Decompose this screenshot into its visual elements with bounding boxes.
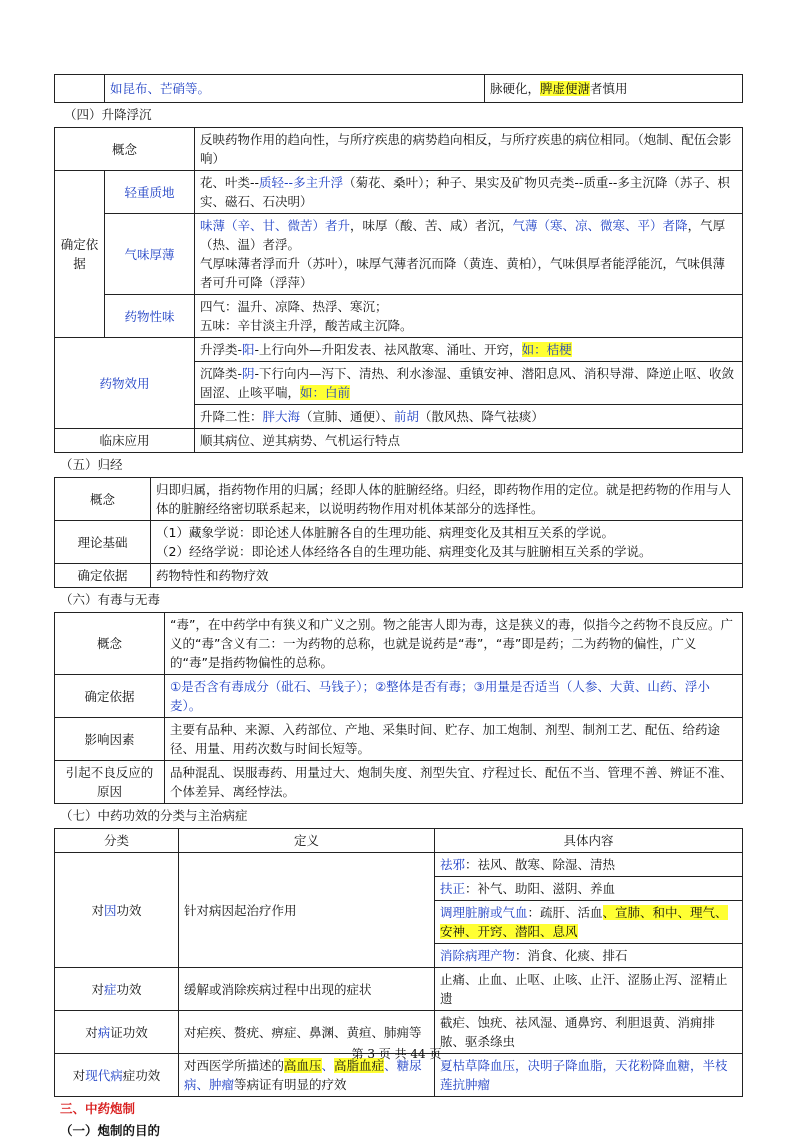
table-row: 确定依据 药物特性和药物疗效 <box>55 564 743 588</box>
table-row: 消除病理产物：消食、化痰、排石 <box>55 944 743 968</box>
section-heading: （一）炮制的目的 <box>60 1123 161 1138</box>
page-footer: 第 3 页 共 44 页 <box>351 1047 442 1061</box>
table-row: 概念 “毒”，在中药学中有狭义和广义之别。物之能害人即为毒，这是狭义的毒，似指今之药物不良反应。广义的“毒”含义有二：一为药物的总称，也就是说药是“毒”，“毒”即是药；二为药物的偏性，广义的“毒”是指药物偏性的总称。 <box>55 613 743 675</box>
table-row: 确定依据 ①是否含有毒成分（砒石、马钱子）；②整体是否有毒；③用量是否适当（人参、大黄、山药、浮小麦）。 <box>55 675 743 718</box>
table-cell: 脉硬化，脾虚便溏者慎用 <box>485 75 743 103</box>
section-heading: （七）中药功效的分类与主治病症 <box>60 808 248 823</box>
toxicity-table <box>54 612 743 804</box>
continuation-table <box>54 74 743 103</box>
table-row: 药物性味 四气：温升、凉降、热浮、寒沉； 五味：辛甘淡主升浮，酸苦咸主沉降。 <box>55 295 743 338</box>
table-row <box>55 75 743 103</box>
table-row: 概念 归即归属，指药物作用的归属；经即人体的脏腑经络。归经，即药物作用的定位。就是把药物的作用与人体的脏腑经络密切联系起来，以说明药物作用对机体某部分的选择性。 <box>55 478 743 521</box>
table-row: 沉降类-阴-下行向内—泻下、清热、利水渗湿、重镇安神、潜阳息风、消积导滞、降逆止呕、收敛固涩、止咳平喘，如：白前 <box>55 362 743 405</box>
table-row: 气味厚薄 味薄（辛、甘、微苦）者升，味厚（酸、苦、咸）者沉，气薄（寒、凉、微寒、平）者降，气厚（热、温）者浮。 气厚味薄者浮而升（苏叶），味厚气薄者沉而降（黄连、黄柏），气味俱厚者能浮能沉，气味俱薄者可升可降（浮萍） <box>55 214 743 295</box>
lift-descend-table <box>54 127 743 453</box>
table-row: 概念 反映药物作用的趋向性，与所疗疾患的病势趋向相反，与所疗疾患的病位相同。（炮制、配伍会影响） <box>55 128 743 171</box>
table-row: 理论基础 （1）藏象学说：即论述人体脏腑各自的生理功能、病理变化及其相互关系的学说。 （2）经络学说：即论述人体经络各自的生理功能、病理变化及其与脏腑相互关系的学说。 <box>55 521 743 564</box>
table-cell: 如昆布、芒硝等。 <box>105 75 485 103</box>
section-heading: （四）升降浮沉 <box>64 107 152 122</box>
table-row: 扶正：补气、助阳、滋阴、养血 <box>55 877 743 901</box>
table-row: 对病证功效 对疟疾、赘疣、痹症、鼻渊、黄疸、肺痈等 截疟、蚀疣、祛风湿、通鼻窍、利胆退黄、消痈排脓、驱杀绦虫 <box>55 1011 743 1054</box>
chapter-heading: 三、中药炮制 <box>60 1101 136 1116</box>
section-heading: （六）有毒与无毒 <box>60 592 161 607</box>
table-row: 调理脏腑或气血：疏肝、活血、宣肺、和中、理气、安神、开窍、潜阳、息风 <box>55 901 743 944</box>
table-row: 升降二性：胖大海（宣肺、通便）、前胡（散风热、降气祛痰） <box>55 405 743 429</box>
document-page <box>54 74 743 1143</box>
section-heading: （五）归经 <box>60 457 123 472</box>
table-row: 对因功效 针对病因起治疗作用 祛邪：祛风、散寒、除湿、清热 <box>55 853 743 877</box>
table-row: 影响因素 主要有品种、来源、入药部位、产地、采集时间、贮存、加工炮制、剂型、制剂工艺、配伍、给药途径、用量、用药次数与时间长短等。 <box>55 718 743 761</box>
table-row: 药物效用 升浮类-阳-上行向外—升阳发表、祛风散寒、涌吐、开窍，如：桔梗 <box>55 338 743 362</box>
table-row: 对现代病症功效 对西医学所描述的高血压、高脂血症、糖尿病、肿瘤等病证有明显的疗效 夏枯草降血压，决明子降血脂，天花粉降血糖，半枝莲抗肿瘤 <box>55 1054 743 1097</box>
table-header-row: 分类 定义 具体内容 <box>55 829 743 853</box>
table-row: 确定依据 轻重质地 花、叶类--质轻--多主升浮（菊花、桑叶）；种子、果实及矿物贝壳类--质重--多主沉降（苏子、枳实、磁石、石决明） <box>55 171 743 214</box>
table-row: 临床应用 顺其病位、逆其病势、气机运行特点 <box>55 429 743 453</box>
table-row: 对症功效 缓解或消除疾病过程中出现的症状 止痛、止血、止呕、止咳、止汗、涩肠止泻、涩精止遗 <box>55 968 743 1011</box>
table-row: 引起不良反应的原因 品种混乱、误服毒药、用量过大、炮制失度、剂型失宜、疗程过长、配伍不当、管理不善、辨证不准、个体差异、离经悖法。 <box>55 761 743 804</box>
meridian-table <box>54 477 743 588</box>
